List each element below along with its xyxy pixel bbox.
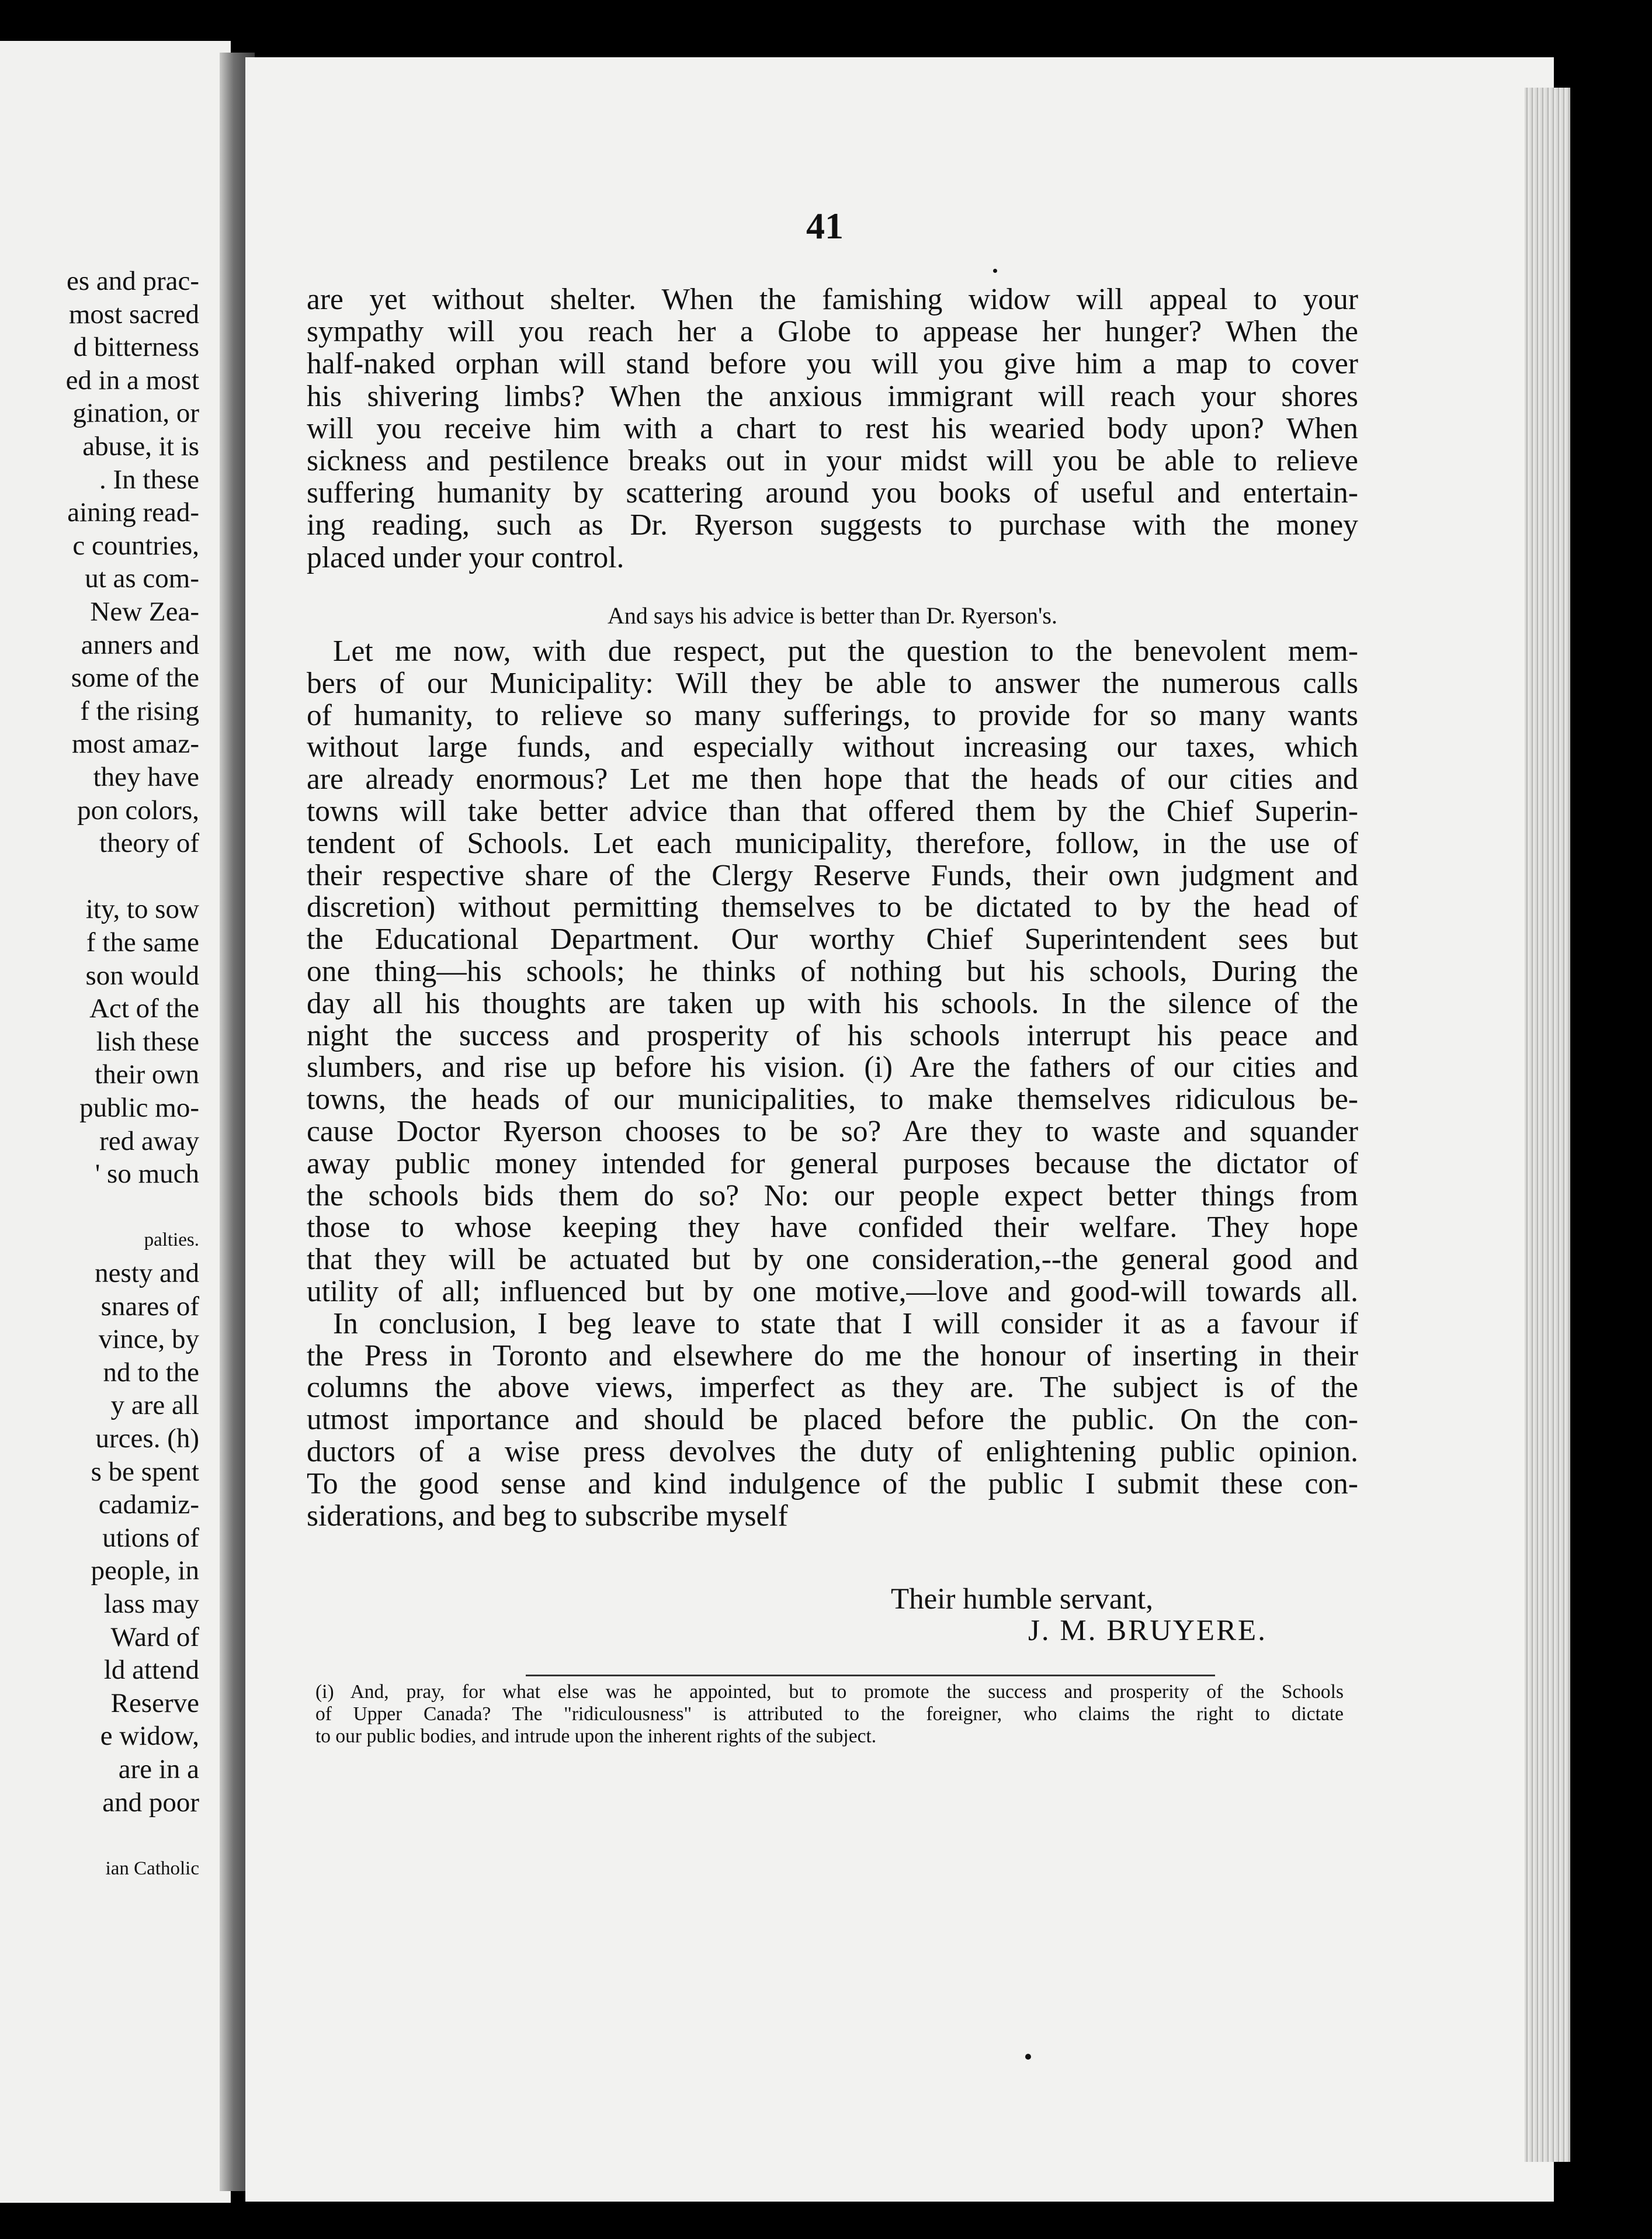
signature: J. M. BRUYERE. [1028,1614,1267,1647]
footnote-line: of Upper Canada? The "ridiculousness" is attributed to the foreigner, who claims the right to dictate [315,1703,1344,1725]
footnote-rule [526,1675,1215,1676]
previous-page-line: es and prac- [66,266,199,296]
body-line: ductors of a wise press devolves the duty of enlightening public opinion. [307,1435,1358,1468]
previous-page-line: ld attend [103,1655,199,1686]
previous-page-line: ut as com- [85,563,199,594]
body-line: half-naked orphan will stand before you will you give him a map to cover [307,347,1358,381]
footnote-line: to our public bodies, and intrude upon the inherent rights of the subject. [315,1725,877,1747]
previous-page-line: Act of the [89,993,199,1024]
body-line: To the good sense and kind indulgence of the public I submit these con- [307,1467,1358,1500]
previous-page-line: cadamiz- [98,1489,199,1520]
page-number: 41 [806,205,844,247]
previous-page-line: theory of [99,828,199,859]
previous-page-line: they have [93,762,199,792]
body-line: night the success and prosperity of his schools interrupt his peace and [307,1018,1358,1052]
previous-page-line: f the same [86,927,199,958]
body-line: tendent of Schools. Let each municipality, therefore, follow, in the use of [307,826,1358,860]
footnote-line: (i) And, pray, for what else was he appointed, but to promote the success and prosperity of the Schools [315,1681,1344,1703]
previous-page-line: ian Catholic [105,1857,199,1879]
body-line: the schools bids them do so? No: our people expect better things from [307,1179,1358,1212]
previous-page-line: most sacred [68,299,199,330]
previous-page-line: ity, to sow [85,894,199,925]
previous-page-line: anners and [81,629,199,660]
previous-page-line: Reserve [110,1687,199,1718]
previous-page-line: red away [99,1125,199,1156]
body-line: will you receive him with a chart to rest his wearied body upon? When [307,411,1358,445]
previous-page-line: are in a [118,1754,199,1784]
previous-page-line: urces. (h) [95,1423,199,1454]
body-line: towns will take better advice than that offered them by the Chief Superin- [307,795,1358,828]
body-line: utmost importance and should be placed before the public. On the con- [307,1403,1358,1437]
previous-page-line: their own [95,1059,199,1090]
previous-page-line: aining read- [67,497,199,528]
body-line: their respective share of the Clergy Reserve Funds, their own judgment and [307,858,1358,892]
previous-page-line: son would [85,960,199,991]
previous-page-line: utions of [102,1522,199,1553]
previous-page-line: New Zea- [90,597,199,627]
body-line: sympathy will you reach her a Globe to appease her hunger? When the [307,315,1358,349]
previous-page-line: c countries, [72,530,199,561]
body-line: utility of all; influenced but by one motive,—love and good-will towards all. [307,1275,1358,1308]
previous-page-line: most amaz- [72,729,199,760]
previous-page-line: vince, by [98,1324,199,1355]
previous-page-line: gination, or [72,398,199,429]
body-line: columns the above views, imperfect as they are. The subject is of the [307,1371,1358,1405]
body-line: one thing—his schools; he thinks of nothing but his schools, During the [307,955,1358,988]
body-line: of humanity, to relieve so many sufferings, to provide for so many wants [307,698,1358,732]
section-heading: And says his advice is better than Dr. Ryerson's. [608,602,1057,629]
body-line: are already enormous? Let me then hope that the heads of our cities and [307,762,1358,796]
previous-page-line: nesty and [95,1258,199,1288]
ink-speck [993,269,997,273]
body-line: In conclusion, I beg leave to state that I will consider it as a favour if [333,1306,1358,1340]
previous-page-fragment [0,41,231,2203]
body-line: slumbers, and rise up before his vision. (i) Are the fathers of our cities and [307,1051,1358,1084]
previous-page-line: abuse, it is [82,431,199,462]
previous-page-line: and poor [102,1787,199,1818]
body-line: discretion) without permitting themselves to be dictated to by the head of [307,890,1358,924]
previous-page-line: d bitterness [73,332,199,363]
body-line: those to whose keeping they have confided their welfare. They hope [307,1211,1358,1245]
body-line: sickness and pestilence breaks out in your midst will you be able to relieve [307,444,1358,477]
previous-page-line: ed in a most [65,365,199,396]
body-line: ing reading, such as Dr. Ryerson suggests to purchase with the money [307,508,1358,542]
body-line: Let me now, with due respect, put the question to the benevolent mem- [333,635,1358,668]
page-edge [1525,88,1570,2162]
previous-page-line: lass may [103,1589,199,1619]
body-line: bers of our Municipality: Will they be able to answer the numerous calls [307,666,1358,700]
body-line: siderations, and beg to subscribe myself [307,1499,788,1533]
previous-page-line: palties. [144,1229,199,1251]
closing: Their humble servant, [891,1583,1153,1616]
previous-page-line: snares of [100,1291,199,1322]
previous-page-line: s be spent [91,1456,199,1487]
previous-page-line: pon colors, [77,795,199,826]
body-line: without large funds, and especially without increasing our taxes, which [307,730,1358,764]
ink-speck [1025,2054,1031,2060]
body-line: placed under your control. [307,540,624,574]
body-line: suffering humanity by scattering around you books of useful and entertain- [307,476,1358,510]
body-line: the Educational Department. Our worthy Chief Superintendent sees but [307,923,1358,956]
previous-page-line: e widow, [100,1721,199,1752]
previous-page-line: y are all [110,1390,199,1421]
previous-page-line: nd to the [103,1357,199,1388]
body-line: the Press in Toronto and elsewhere do me the honour of inserting in their [307,1339,1358,1372]
body-line: day all his thoughts are taken up with his schools. In the silence of the [307,986,1358,1020]
body-line: are yet without shelter. When the famishing widow will appeal to your [307,283,1358,316]
previous-page-line: people, in [91,1555,199,1586]
body-line: away public money intended for general purposes because the dictator of [307,1146,1358,1180]
previous-page-line: ' so much [95,1159,199,1190]
previous-page-line: Ward of [110,1621,199,1652]
body-line: that they will be actuated but by one consideration,--the general good and [307,1243,1358,1277]
previous-page-line: f the rising [80,695,199,726]
body-line: his shivering limbs? When the anxious immigrant will reach your shores [307,379,1358,413]
previous-page-line: some of the [71,663,199,694]
previous-page-line: lish these [96,1026,199,1057]
previous-page-line: . In these [99,464,199,495]
body-line: towns, the heads of our municipalities, to make themselves ridiculous be- [307,1083,1358,1117]
body-line: cause Doctor Ryerson chooses to be so? Are they to waste and squander [307,1115,1358,1148]
previous-page-line: public mo- [79,1093,199,1123]
